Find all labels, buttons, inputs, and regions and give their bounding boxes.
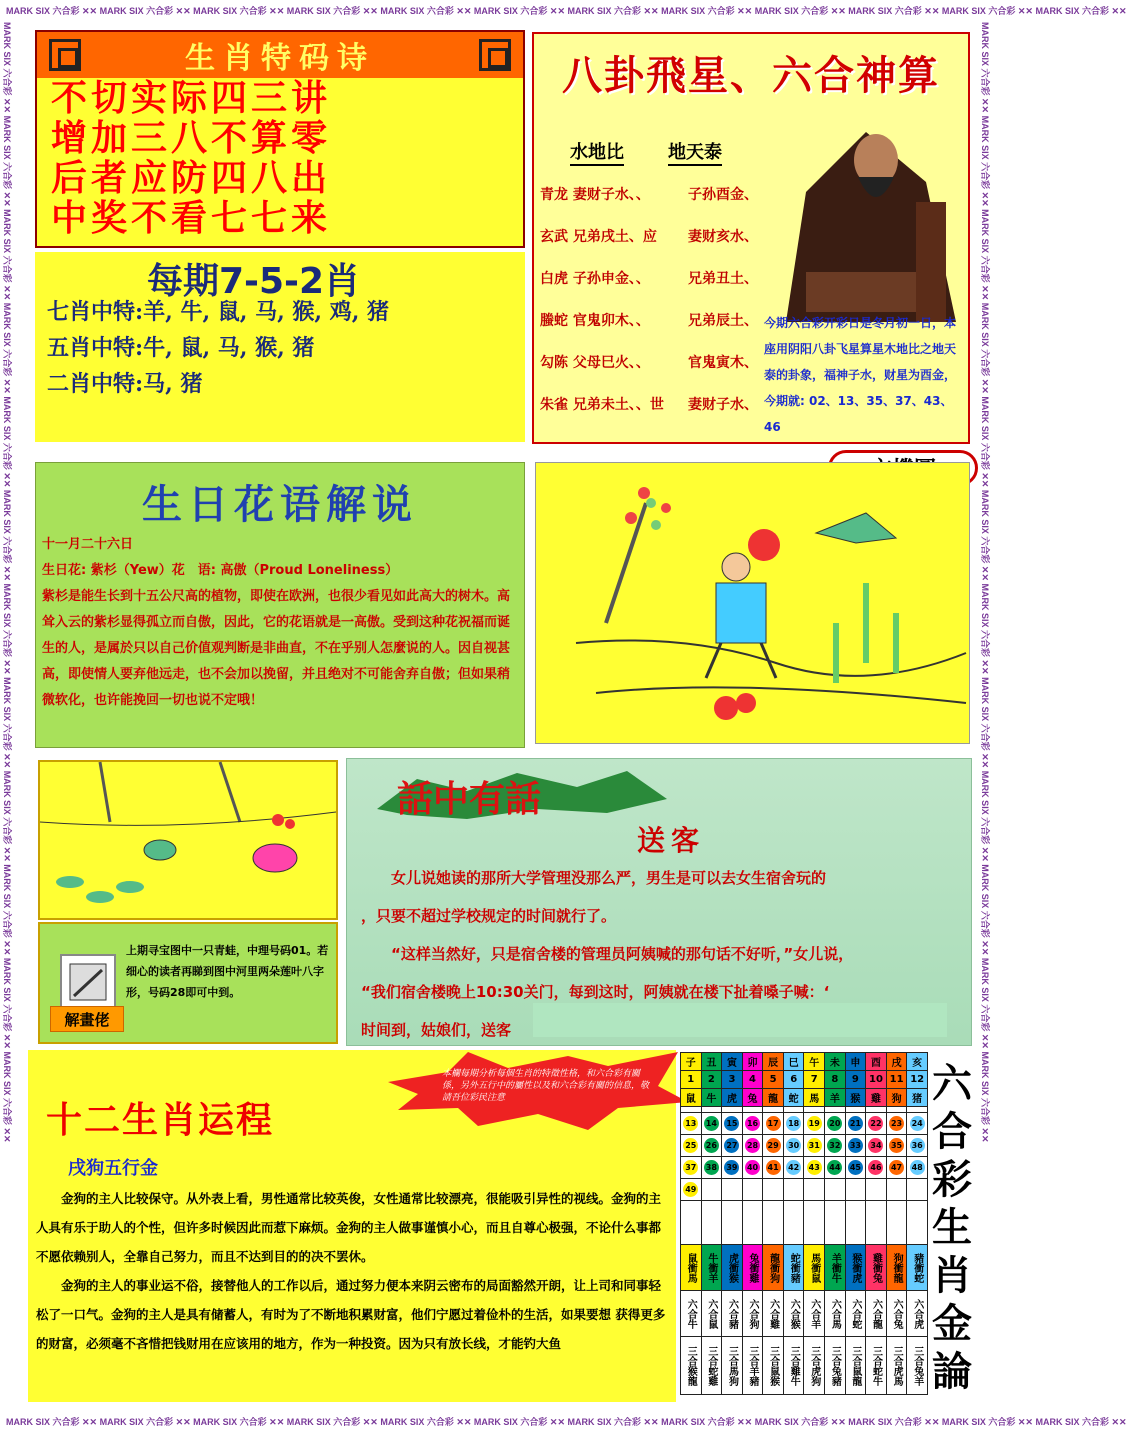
table-row [681,1245,928,1291]
animals-cell: 龍 [763,1089,784,1107]
table-row [681,1113,928,1135]
number-cell [866,1157,887,1179]
table-row [681,1071,928,1089]
story-banner-burst [377,769,667,821]
number-cell [742,1179,763,1201]
branches-cell: 申 [845,1053,866,1071]
number-cell [907,1135,928,1157]
number-cell [742,1157,763,1179]
nums-cell: 1 [681,1071,702,1089]
animals-cell: 猪 [907,1089,928,1107]
spacer2-cell [763,1201,784,1245]
number-cell [886,1113,907,1135]
number-ball: 27 [724,1138,739,1153]
story-line: 时间到，姑娘们，送客 [361,1021,512,1039]
number-cell [763,1113,784,1135]
number-cell [804,1179,825,1201]
animals-cell: 雞 [866,1089,887,1107]
sanhe-cell: 三合猴龍 [681,1337,702,1395]
boy-and-bird-drawing [536,463,971,745]
number-cell [701,1113,722,1135]
branches-cell: 辰 [763,1053,784,1071]
table-row [681,1053,928,1071]
side-vertical-title: 六合彩生肖金論 [932,1060,972,1395]
clash-cell: 蛇衝豬 [783,1245,804,1291]
number-cell [845,1179,866,1201]
story-title: 送客 [637,824,706,857]
number-ball: 22 [868,1116,883,1131]
story-panel [346,758,972,1046]
clash-cell: 兔衝雞 [742,1245,763,1291]
flower-date: 十一月二十六日 [42,537,134,552]
nums-cell: 10 [866,1071,887,1089]
branches-cell: 亥 [907,1053,928,1071]
nums-cell: 6 [783,1071,804,1089]
number-ball: 21 [848,1116,863,1131]
fortune-subtitle: 戌狗五行金 [68,1158,158,1179]
branches-cell: 子 [681,1053,702,1071]
number-cell [804,1135,825,1157]
sage-figure-illustration [766,122,966,332]
animals-cell: 鼠 [681,1089,702,1107]
gua-row: 朱雀 兄弟未土、、世 妻财子水、 [540,397,758,413]
branches-cell: 巳 [783,1053,804,1071]
number-ball: 39 [724,1160,739,1175]
number-ball: 35 [889,1138,904,1153]
number-ball: 41 [766,1160,781,1175]
square-ornament-icon [479,39,511,71]
zodiac-picks-panel [35,252,525,442]
number-cell [866,1179,887,1201]
spacer2-cell [783,1201,804,1245]
number-cell [681,1179,702,1201]
number-cell [681,1135,702,1157]
picks-line: 二肖中特:马, 猪 [47,371,203,397]
number-ball: 20 [827,1116,842,1131]
number-cell [866,1135,887,1157]
number-ball: 43 [807,1160,822,1175]
clash-cell: 牛衝羊 [701,1245,722,1291]
number-ball: 26 [704,1138,719,1153]
gua-row: 白虎 子孙申金、、 兄弟丑土、 [540,271,758,287]
liuhe-cell: 六合馬 [825,1291,846,1337]
left-border-strip: MARK SIX 六合彩 ✕✕ MARK SIX 六合彩 ✕✕ MARK SIX 六合彩 ✕✕ MARK SIX 六合彩 ✕✕ MARK SIX 六合彩 ✕✕ MARK SIX 六合彩 ✕✕ MARK SIX 六合彩 ✕✕ MARK SIX 六合彩 ✕✕ MARK SIX 六合彩 ✕✕ MARK SIX 六合彩 ✕✕ MARK SIX 六合彩 ✕✕ MARK SIX 六合彩 ✕✕ [0,22,20,1412]
number-ball: 19 [807,1116,822,1131]
clash-cell: 鼠衝馬 [681,1245,702,1291]
starburst-text: 本欄每期分析每個生肖的特徵性格，和六合彩有關係，另外五行中的屬性以及和六合彩有關的信息，敬請吾位彩民注意 [442,1069,650,1103]
liuhe-cell: 六合雞 [763,1291,784,1337]
number-ball: 47 [889,1160,904,1175]
number-ball: 17 [766,1116,781,1131]
top-border-strip: MARK SIX 六合彩 ✕✕ MARK SIX 六合彩 ✕✕ MARK SIX 六合彩 ✕✕ MARK SIX 六合彩 ✕✕ MARK SIX 六合彩 ✕✕ MARK SIX 六合彩 ✕✕ MARK SIX 六合彩 ✕✕ MARK SIX 六合彩 ✕✕ MARK SIX 六合彩 ✕✕ MARK SIX 六合彩 ✕✕ MARK SIX 六合彩 ✕✕ MARK SIX 六合彩 ✕✕ [0,0,998,22]
sanhe-cell: 三合鼠龍 [845,1337,866,1395]
nums-cell: 8 [825,1071,846,1089]
picks-title: 每期7-5-2肖 [147,261,361,302]
poem-header [37,32,523,78]
spacer2-cell [907,1201,928,1245]
story-line: ，只要不超过学校规定的时间就行了。 [361,907,617,925]
picks-line: 七肖中特:羊, 牛, 鼠, 马, 猴, 鸡, 猪 [47,299,390,325]
poem-line: 后者应防四八出 [51,157,332,199]
gua-row: 勾陈 父母巳火、、 官鬼寅木、 [540,355,758,371]
gua-row: 玄武 兄弟戌土、应 妻财亥水、 [540,229,758,245]
table-row [681,1201,928,1245]
nums-cell: 3 [722,1071,743,1089]
flower-body: 紫杉是能生长到十五公尺高的植物，即使在欧洲，也很少看见如此高大的树木。高耸入云的紫杉显得孤立而自傲，因此，它的花语就是一高傲。受到这种花祝福而诞生的人，是属於只以自己价值观判断是非曲直，不在乎别人怎麼说的人。因自视甚高，即使情人要弃他远走，也不会加以挽留，并且绝对不可能舍弃自傲；但如果稍微软化，也许能挽回一切也说不定哦！ [42,589,511,708]
frog-pond-drawing [40,762,336,918]
branches-cell: 丑 [701,1053,722,1071]
number-ball: 29 [766,1138,781,1153]
riddle-text: 上期寻宝图中一只青蛙，中理号码01。若细心的读者再睇到图中河里两朵莲叶八字形，号码28即可中到。 [126,944,329,999]
flower-title: 生日花语解说 [142,481,418,528]
clash-cell: 龍衝狗 [763,1245,784,1291]
number-cell [825,1179,846,1201]
gua-row: 青龙 妻财子水、、 子孙酉金、 [540,187,758,203]
clash-cell: 雞衝兔 [866,1245,887,1291]
number-ball: 18 [786,1116,801,1131]
table-row [681,1337,928,1395]
number-ball: 40 [745,1160,760,1175]
poem-line: 增加三八不算零 [51,117,332,159]
riddle-answer-panel [38,922,338,1044]
sanhe-cell: 三合兔羊 [907,1337,928,1395]
spacer2-cell [804,1201,825,1245]
number-cell [783,1135,804,1157]
picks-line: 五肖中特:牛, 鼠, 马, 猴, 猪 [47,335,315,361]
number-ball: 36 [910,1138,925,1153]
clash-cell: 狗衝龍 [886,1245,907,1291]
spacer2-cell [886,1201,907,1245]
number-ball: 25 [683,1138,698,1153]
clash-cell: 馬衝鼠 [804,1245,825,1291]
number-cell [886,1179,907,1201]
number-cell [722,1157,743,1179]
number-cell [681,1157,702,1179]
fortune-paragraph: 金狗的主人比较保守。从外表上看，男性通常比较英俊，女性通常比较漂亮，很能吸引异性的视线。金狗的主人具有乐于助人的个性，但许多时候因此而惹下麻烦。金狗的主人做事谨慎小心，而且自尊心极强，不论什么事都不愿依赖别人，全靠自己努力，而且不达到目的的决不罢休。 [36,1191,662,1264]
number-cell [701,1135,722,1157]
spacer2-cell [681,1201,702,1245]
number-cell [763,1157,784,1179]
clash-cell: 虎衝猴 [722,1245,743,1291]
animals-cell: 羊 [825,1089,846,1107]
number-ball: 15 [724,1116,739,1131]
number-cell [701,1179,722,1201]
animals-cell: 兔 [742,1089,763,1107]
table-row [681,1157,928,1179]
puzzle-illustration-small [38,760,338,920]
bagua-note: 今期六合彩开彩日是冬月初一日，本座用阴阳八卦飞星算星木地比之地天泰的卦象，福神子水，财星为酉金，今期就: 02、13、35、37、43、46 [764,316,957,434]
sanhe-cell: 三合鼠猴 [763,1337,784,1395]
animals-cell: 馬 [804,1089,825,1107]
branches-cell: 卯 [742,1053,763,1071]
liuhe-cell: 六合豬 [722,1291,743,1337]
number-cell [722,1179,743,1201]
clash-cell: 猴衝虎 [845,1245,866,1291]
fortune-paragraph: 金狗的主人的事业运不俗，接替他人的工作以后，通过努力便本来阴云密布的局面豁然开朗，让上司和同事轻松了一口气。金狗的主人是具有储蓄人，有时为了不断地积累财富，他们宁愿过着俭朴的生活，如果要想 获得更多的财富，必须毫不吝惜把钱财用在应该用的地方，作为一种投资。因为只有放长线，才能钓大鱼 [36,1278,666,1351]
clash-cell: 豬衝蛇 [907,1245,928,1291]
spacer2-cell [722,1201,743,1245]
gua-row: 螣蛇 官鬼卯木、、 兄弟辰土、 [540,313,758,329]
nums-cell: 2 [701,1071,722,1089]
number-cell [804,1157,825,1179]
branches-cell: 午 [804,1053,825,1071]
square-ornament-icon [49,39,81,71]
number-cell [845,1113,866,1135]
poem-title: 生肖特码诗 [185,41,375,76]
number-cell [681,1113,702,1135]
spacer2-cell [742,1201,763,1245]
number-cell [845,1157,866,1179]
poem-line: 中奖不看七七来 [51,197,332,239]
number-ball: 37 [683,1160,698,1175]
number-ball: 32 [827,1138,842,1153]
number-ball: 42 [786,1160,801,1175]
number-cell [825,1157,846,1179]
story-line: 女儿说她读的那所大学管理没那么严，男生是可以去女生宿舍玩的 [361,869,827,887]
gua-head-left: 水地比 [570,138,624,166]
number-cell [783,1113,804,1135]
sanhe-cell: 三合兔豬 [825,1337,846,1395]
number-ball: 49 [683,1182,698,1197]
number-ball: 44 [827,1160,842,1175]
story-banner-text: 話中有話 [397,778,542,820]
number-cell [804,1113,825,1135]
animals-cell: 猴 [845,1089,866,1107]
number-ball: 45 [848,1160,863,1175]
puzzle-illustration-main [535,462,970,744]
animals-cell: 蛇 [783,1089,804,1107]
number-cell [907,1113,928,1135]
number-ball: 38 [704,1160,719,1175]
nums-cell: 11 [886,1071,907,1089]
liuhe-cell: 六合狗 [742,1291,763,1337]
liuhe-cell: 六合龍 [866,1291,887,1337]
fortune-text [36,1184,672,1358]
number-cell [825,1135,846,1157]
spacer2-cell [845,1201,866,1245]
number-ball: 33 [848,1138,863,1153]
nums-cell: 5 [763,1071,784,1089]
number-ball: 28 [745,1138,760,1153]
number-ball: 24 [910,1116,925,1131]
zodiac-table [680,1052,928,1395]
number-cell [763,1179,784,1201]
sanhe-cell: 三合馬狗 [722,1337,743,1395]
sanhe-cell: 三合蛇雞 [701,1337,722,1395]
number-ball: 30 [786,1138,801,1153]
branches-cell: 酉 [866,1053,887,1071]
story-line: “我们宿舍楼晚上10:30关门，每到这时，阿姨就在楼下扯着嗓子喊：‘ [361,983,830,1001]
zodiac-poem-panel [35,30,525,248]
number-cell [866,1113,887,1135]
number-ball: 16 [745,1116,760,1131]
right-border-strip: MARK SIX 六合彩 ✕✕ MARK SIX 六合彩 ✕✕ MARK SIX 六合彩 ✕✕ MARK SIX 六合彩 ✕✕ MARK SIX 六合彩 ✕✕ MARK SIX 六合彩 ✕✕ MARK SIX 六合彩 ✕✕ MARK SIX 六合彩 ✕✕ MARK SIX 六合彩 ✕✕ MARK SIX 六合彩 ✕✕ MARK SIX 六合彩 ✕✕ MARK SIX 六合彩 ✕✕ [978,22,998,1412]
number-cell [907,1157,928,1179]
number-cell [763,1135,784,1157]
table-row [681,1291,928,1337]
story-line: “这样当然好，只是宿舍楼的管理员阿姨喊的那句话不好听，”女儿说， [361,945,854,963]
number-cell [742,1113,763,1135]
animals-cell: 牛 [701,1089,722,1107]
number-cell [722,1113,743,1135]
number-ball: 23 [889,1116,904,1131]
table-row [681,1089,928,1107]
number-cell [825,1113,846,1135]
number-ball: 48 [910,1160,925,1175]
clash-cell: 羊衝牛 [825,1245,846,1291]
number-ball: 34 [868,1138,883,1153]
number-cell [783,1157,804,1179]
liuhe-cell: 六合牛 [681,1291,702,1337]
spacer2-cell [866,1201,887,1245]
number-ball: 13 [683,1116,698,1131]
bottom-border-strip: MARK SIX 六合彩 ✕✕ MARK SIX 六合彩 ✕✕ MARK SIX 六合彩 ✕✕ MARK SIX 六合彩 ✕✕ MARK SIX 六合彩 ✕✕ MARK SIX 六合彩 ✕✕ MARK SIX 六合彩 ✕✕ MARK SIX 六合彩 ✕✕ MARK SIX 六合彩 ✕✕ MARK SIX 六合彩 ✕✕ MARK SIX 六合彩 ✕✕ MARK SIX 六合彩 ✕✕ [0,1412,998,1433]
animals-cell: 虎 [722,1089,743,1107]
liuhe-cell: 六合鼠 [701,1291,722,1337]
nums-cell: 7 [804,1071,825,1089]
bagua-title: 八卦飛星、六合神算 [562,52,940,99]
liuhe-cell: 六合兔 [886,1291,907,1337]
spacer2-cell [701,1201,722,1245]
spacer2-cell [825,1201,846,1245]
number-cell [907,1179,928,1201]
number-cell [783,1179,804,1201]
branches-cell: 寅 [722,1053,743,1071]
number-cell [701,1157,722,1179]
table-row [681,1179,928,1201]
birthday-flower-panel [35,462,525,748]
riddle-label: 解畫佬 [50,1006,124,1032]
table-row [681,1135,928,1157]
liuhe-cell: 六合蛇 [845,1291,866,1337]
zodiac-number-table [680,1052,928,1402]
gua-head-right: 地天泰 [668,138,722,166]
liuhe-cell: 六合猴 [783,1291,804,1337]
nums-cell: 12 [907,1071,928,1089]
sanhe-cell: 三合蛇牛 [866,1337,887,1395]
animals-cell: 狗 [886,1089,907,1107]
fortune-title: 十二生肖运程 [46,1099,275,1141]
sanhe-cell: 三合虎馬 [886,1337,907,1395]
number-cell [722,1135,743,1157]
number-cell [845,1135,866,1157]
number-cell [886,1157,907,1179]
number-ball: 14 [704,1116,719,1131]
zodiac-fortune-panel [28,1050,676,1402]
story-mask-overlay [533,1003,947,1037]
nums-cell: 4 [742,1071,763,1089]
sanhe-cell: 三合羊豬 [742,1337,763,1395]
sanhe-cell: 三合虎狗 [804,1337,825,1395]
bagua-panel [532,32,970,444]
branches-cell: 戌 [886,1053,907,1071]
liuhe-cell: 六合虎 [907,1291,928,1337]
liuhe-cell: 六合羊 [804,1291,825,1337]
notebook-icon [60,954,116,1010]
sanhe-cell: 三合雞牛 [783,1337,804,1395]
flower-name: 生日花: 紫杉（Yew）花 语: 高傲（Proud Loneliness） [42,563,399,578]
number-ball: 31 [807,1138,822,1153]
poem-line: 不切实际四三讲 [51,77,332,119]
number-ball: 46 [868,1160,883,1175]
nums-cell: 9 [845,1071,866,1089]
number-cell [742,1135,763,1157]
number-cell [886,1135,907,1157]
branches-cell: 未 [825,1053,846,1071]
flower-text [36,530,524,716]
